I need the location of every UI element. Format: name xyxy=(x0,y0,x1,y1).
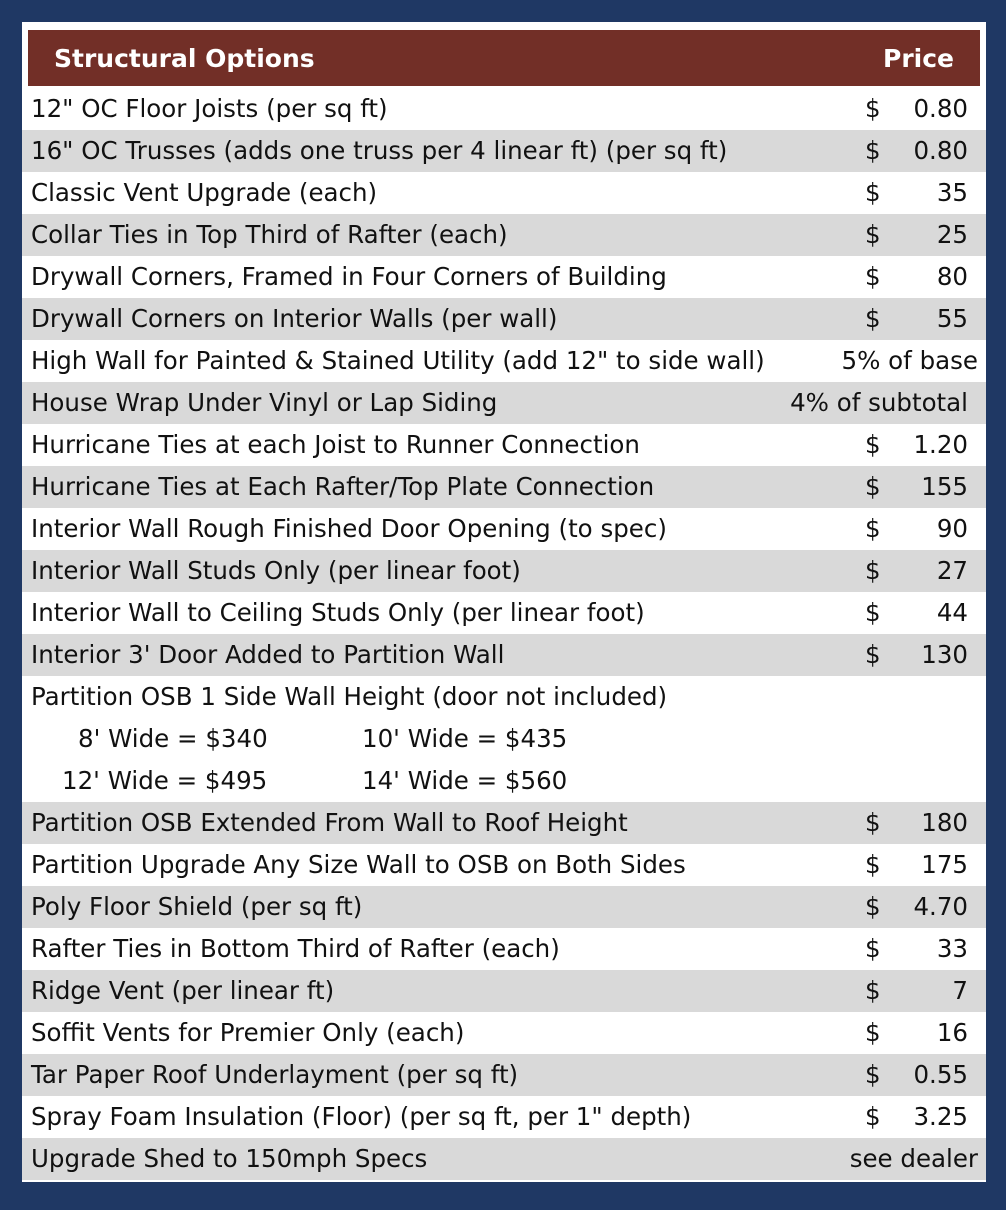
option-row xyxy=(22,340,986,382)
option-price: 27 xyxy=(936,556,968,585)
option-price: 0.55 xyxy=(913,1060,968,1089)
option-row xyxy=(22,1054,986,1096)
option-row xyxy=(22,88,986,130)
currency-symbol: $ xyxy=(865,430,881,459)
option-price: 1.20 xyxy=(913,430,968,459)
option-label: Partition OSB Extended From Wall to Roof Height xyxy=(31,808,628,837)
options-table xyxy=(22,88,986,1180)
option-row xyxy=(22,592,986,634)
currency-symbol: $ xyxy=(865,976,881,1005)
currency-symbol: $ xyxy=(865,136,881,165)
option-label: 12" OC Floor Joists (per sq ft) xyxy=(31,94,388,123)
option-row xyxy=(22,508,986,550)
option-label: Ridge Vent (per linear ft) xyxy=(31,976,335,1005)
currency-symbol: $ xyxy=(865,934,881,963)
partition-block-title: Partition OSB 1 Side Wall Height (door not included) xyxy=(31,682,668,711)
table-header xyxy=(28,30,980,86)
option-label: Interior 3' Door Added to Partition Wall xyxy=(31,640,505,669)
option-label: House Wrap Under Vinyl or Lap Siding xyxy=(31,388,498,417)
option-label: Interior Wall to Ceiling Studs Only (per linear foot) xyxy=(31,598,645,627)
option-row xyxy=(22,802,986,844)
currency-symbol: $ xyxy=(865,892,881,921)
option-price: 35 xyxy=(936,178,968,207)
option-row xyxy=(22,844,986,886)
option-label: Interior Wall Studs Only (per linear foot) xyxy=(31,556,521,585)
option-price: 175 xyxy=(921,850,968,879)
option-row xyxy=(22,382,986,424)
option-price: 44 xyxy=(936,598,968,627)
option-row xyxy=(22,298,986,340)
option-price-text: 4% of subtotal xyxy=(790,388,968,417)
currency-symbol: $ xyxy=(865,262,881,291)
option-price: 180 xyxy=(921,808,968,837)
option-label: Tar Paper Roof Underlayment (per sq ft) xyxy=(31,1060,519,1089)
option-label: Hurricane Ties at each Joist to Runner Connection xyxy=(31,430,640,459)
currency-symbol: $ xyxy=(865,556,881,585)
option-label: Drywall Corners on Interior Walls (per wall) xyxy=(31,304,558,333)
option-price: 25 xyxy=(936,220,968,249)
option-row xyxy=(22,634,986,676)
currency-symbol: $ xyxy=(865,304,881,333)
option-price: 130 xyxy=(921,640,968,669)
option-price: 33 xyxy=(936,934,968,963)
option-label: Partition Upgrade Any Size Wall to OSB on Both Sides xyxy=(31,850,686,879)
currency-symbol: $ xyxy=(865,1102,881,1131)
option-row xyxy=(22,256,986,298)
option-label: High Wall for Painted & Stained Utility (add 12" to side wall) xyxy=(31,346,765,375)
currency-symbol: $ xyxy=(865,598,881,627)
option-row xyxy=(22,130,986,172)
option-row xyxy=(22,1012,986,1054)
option-price: 155 xyxy=(921,472,968,501)
option-label: Interior Wall Rough Finished Door Opening (to spec) xyxy=(31,514,667,543)
option-row xyxy=(22,424,986,466)
option-price: 3.25 xyxy=(913,1102,968,1131)
option-label: Drywall Corners, Framed in Four Corners of Building xyxy=(31,262,667,291)
option-row xyxy=(22,550,986,592)
option-label: Classic Vent Upgrade (each) xyxy=(31,178,378,207)
option-label: Rafter Ties in Bottom Third of Rafter (each) xyxy=(31,934,560,963)
header-price-label: Price xyxy=(883,44,954,73)
option-row xyxy=(22,1138,986,1180)
option-price: 80 xyxy=(936,262,968,291)
partition-option-14ft: 14' Wide = $560 xyxy=(362,766,568,795)
option-row xyxy=(22,214,986,256)
currency-symbol: $ xyxy=(865,514,881,543)
currency-symbol: $ xyxy=(865,472,881,501)
rows-before xyxy=(22,88,986,676)
currency-symbol: $ xyxy=(865,178,881,207)
rows-after xyxy=(22,802,986,1180)
option-price-text: see dealer xyxy=(849,1144,978,1173)
header-title: Structural Options xyxy=(54,44,315,73)
currency-symbol: $ xyxy=(865,220,881,249)
option-row xyxy=(22,928,986,970)
option-price: 90 xyxy=(936,514,968,543)
option-price: 7 xyxy=(952,976,968,1005)
option-price-text: 5% of base xyxy=(841,346,978,375)
partition-option-12ft: 12' Wide = $495 xyxy=(62,766,268,795)
option-price: 16 xyxy=(936,1018,968,1047)
option-price: 55 xyxy=(936,304,968,333)
option-label: Collar Ties in Top Third of Rafter (each) xyxy=(31,220,508,249)
option-label: Upgrade Shed to 150mph Specs xyxy=(31,1144,428,1173)
currency-symbol: $ xyxy=(865,850,881,879)
price-sheet xyxy=(22,22,986,1182)
option-price: 0.80 xyxy=(913,94,968,123)
option-label: 16" OC Trusses (adds one truss per 4 linear ft) (per sq ft) xyxy=(31,136,728,165)
option-row xyxy=(22,886,986,928)
currency-symbol: $ xyxy=(865,808,881,837)
option-row xyxy=(22,970,986,1012)
currency-symbol: $ xyxy=(865,1060,881,1089)
partition-option-8ft: 8' Wide = $340 xyxy=(78,724,268,753)
option-price: 0.80 xyxy=(913,136,968,165)
option-label: Soffit Vents for Premier Only (each) xyxy=(31,1018,465,1047)
option-row xyxy=(22,466,986,508)
currency-symbol: $ xyxy=(865,94,881,123)
option-label: Poly Floor Shield (per sq ft) xyxy=(31,892,363,921)
partition-osb-block xyxy=(22,676,986,802)
partition-option-10ft: 10' Wide = $435 xyxy=(362,724,568,753)
option-label: Hurricane Ties at Each Rafter/Top Plate Connection xyxy=(31,472,655,501)
option-row xyxy=(22,1096,986,1138)
option-row xyxy=(22,172,986,214)
currency-symbol: $ xyxy=(865,1018,881,1047)
option-price: 4.70 xyxy=(913,892,968,921)
option-label: Spray Foam Insulation (Floor) (per sq ft, per 1" depth) xyxy=(31,1102,692,1131)
currency-symbol: $ xyxy=(865,640,881,669)
